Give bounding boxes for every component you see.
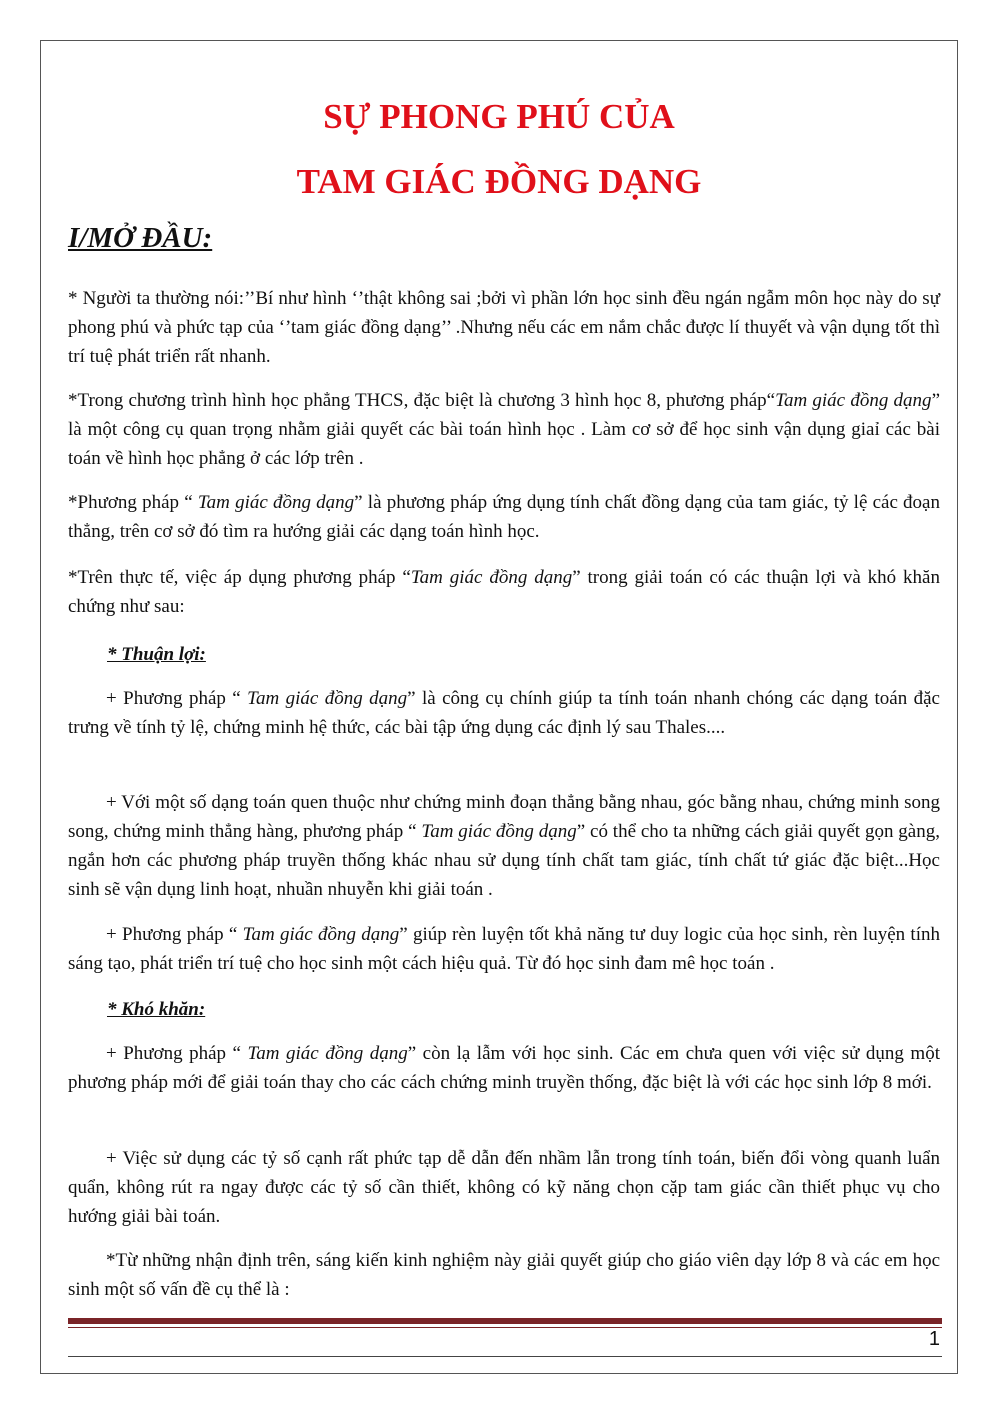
section-heading: I/MỞ ĐẦU: — [68, 222, 213, 254]
emphasis-term: Tam giác đồng dạng — [242, 924, 400, 945]
footer-rule-thin — [68, 1327, 942, 1328]
difficulties-heading: * Khó khăn: — [107, 999, 206, 1020]
footer-bottom-line — [68, 1356, 942, 1357]
intro-paragraph-3: *Phương pháp “ Tam giác đồng dạng” là phương pháp ứng dụng tính chất đồng dạng của tam giác, tỷ lệ các đoạn thẳng, trên cơ sở đó tìm ra hướng giải các dạng toán hình học. — [68, 492, 940, 542]
difficulty-item-1: + Phương pháp “ Tam giác đồng dạng” còn lạ lẫm với học sinh. Các em chưa quen với việc sử dụng một phương pháp mới để giải toán thay cho các cách chứng minh truyền thống, đặc biệt là với các học sinh lớp 8 mới. — [68, 1043, 940, 1093]
emphasis-term: Tam giác đồng dạng — [410, 567, 573, 588]
intro-paragraph-2: *Trong chương trình hình học phẳng THCS, đặc biệt là chương 3 hình học 8, phương pháp“Tam giác đồng dạng” là một công cụ quan trọng nhằm giải quyết các bài toán hình học . Làm cơ sở để học sinh vận dụng giaỉ các bài toán về hình học phẳng ở các lớp trên . — [68, 390, 940, 469]
document-title-line-2: TAM GIÁC ĐỒNG DẠNG — [296, 162, 702, 201]
emphasis-term: Tam giác đồng dạng — [247, 1043, 408, 1064]
emphasis-term: Tam giác đồng dạng — [775, 390, 932, 411]
intro-paragraph-4: *Trên thực tế, việc áp dụng phương pháp “Tam giác đồng dạng” trong giải toán có các thuận lợi và khó khăn chứng như sau: — [68, 567, 940, 617]
difficulty-item-2: + Việc sử dụng các tỷ số cạnh rất phức tạp dễ dẫn đến nhầm lẫn trong tính toán, biến đổi vòng quanh luẩn quẩn, không rút ra ngay được các tỷ số cần thiết, không có kỹ năng chọn cặp tam giác cần thiết phục vụ cho hướng giải bài toán. — [68, 1148, 940, 1227]
conclusion-paragraph: *Từ những nhận định trên, sáng kiến kinh nghiệm này giải quyết giúp cho giáo viên dạy lớp 8 và các em học sinh một số vấn đề cụ thể là : — [68, 1250, 940, 1300]
document-title-line-1: SỰ PHONG PHÚ CỦA — [323, 97, 675, 136]
advantages-heading: * Thuận lợi: — [107, 644, 206, 665]
advantage-item-3: + Phương pháp “ Tam giác đồng dạng” giúp rèn luyện tốt khả năng tư duy logic của học sinh, rèn luyện tính sáng tạo, phát triển trí tuệ cho học sinh một cách hiệu quả. Từ đó học sinh đam mê học toán . — [68, 924, 940, 974]
footer-rule-thick — [68, 1318, 942, 1324]
emphasis-term: Tam giác đồng dạng — [421, 821, 577, 842]
advantage-item-2: + Với một số dạng toán quen thuộc như chứng minh đoạn thẳng bằng nhau, góc bằng nhau, chứng minh song song, chứng minh thẳng hàng, phương pháp “ Tam giác đồng dạng” có thể cho ta những cách giải quyết gọn gàng, ngắn hơn các phương pháp truyền thống khác nhau sử dụng tính chất tam giác, tính chất tứ giác đặc biệt...Học sinh sẽ vận dụng linh hoạt, nhuần nhuyễn khi giải toán . — [68, 792, 940, 900]
page-number: 1 — [928, 1328, 940, 1350]
emphasis-term: Tam giác đồng dạng — [197, 492, 355, 513]
intro-paragraph-1: * Người ta thường nói:’’Bí như hình ‘’thật không sai ;bởi vì phần lớn học sinh đều ngán ngẫm môn học này do sự phong phú và phức tạp của ‘’tam giác đồng dạng’’ .Nhưng nếu các em nắm chắc được lí thuyết và vận dụng tốt thì trí tuệ phát triển rất nhanh. — [68, 288, 940, 367]
advantage-item-1: + Phương pháp “ Tam giác đồng dạng” là công cụ chính giúp ta tính toán nhanh chóng các dạng toán đặc trưng về tính tỷ lệ, chứng minh hệ thức, các bài tập ứng dụng các định lý sau Thales.... — [68, 688, 940, 738]
emphasis-term: Tam giác đồng dạng — [247, 688, 408, 709]
